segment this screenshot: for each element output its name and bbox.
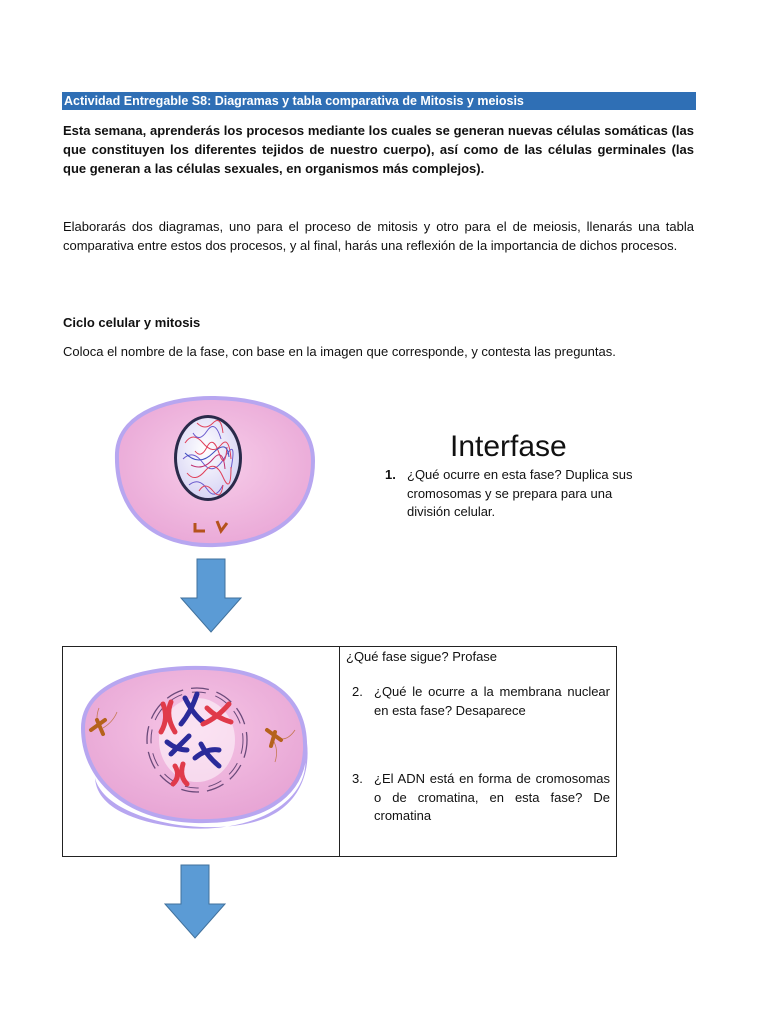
intro-paragraph: Esta semana, aprenderás los procesos mediante los cuales se generan nuevas células somáticas (las que constituyen los diferentes tejidos de nuestro cuerpo), así como de las células germinales (las que generan a las células sexuales, en organismos más complejos). xyxy=(63,123,694,176)
question-3 xyxy=(352,770,610,826)
interphase-cell-illustration xyxy=(105,393,320,553)
next-phase-question: ¿Qué fase sigue? Profase xyxy=(346,649,498,664)
down-arrow-icon xyxy=(180,558,242,634)
section-title: Ciclo celular y mitosis xyxy=(63,315,201,330)
question-1-number: 1. xyxy=(385,467,396,482)
question-2-number: 2. xyxy=(352,684,363,699)
question-2 xyxy=(352,683,610,720)
table-divider xyxy=(339,646,340,857)
activity-header: Actividad Entregable S8: Diagramas y tabla comparativa de Mitosis y meiosis xyxy=(62,92,696,110)
prophase-cell-illustration xyxy=(75,658,315,838)
question-1 xyxy=(385,466,635,522)
down-arrow-icon xyxy=(164,864,226,940)
question-2-text: ¿Qué le ocurre a la membrana nuclear en esta fase? Desaparece xyxy=(374,684,610,718)
description-paragraph: Elaborarás dos diagramas, uno para el proceso de mitosis y otro para el de meiosis, llenarás una tabla comparativa entre estos dos procesos, y al final, harás una reflexión de la importancia de dichos procesos. xyxy=(63,219,694,253)
section-instruction: Coloca el nombre de la fase, con base en la imagen que corresponde, y contesta las preguntas. xyxy=(63,344,616,359)
question-1-text: ¿Qué ocurre en esta fase? Duplica sus cromosomas y se prepara para una división celular. xyxy=(407,467,633,519)
phase-title-interphase: Interfase xyxy=(450,430,567,463)
question-3-number: 3. xyxy=(352,771,363,786)
question-3-text: ¿El ADN está en forma de cromosomas o de cromatina, en esta fase? De cromatina xyxy=(374,771,610,823)
